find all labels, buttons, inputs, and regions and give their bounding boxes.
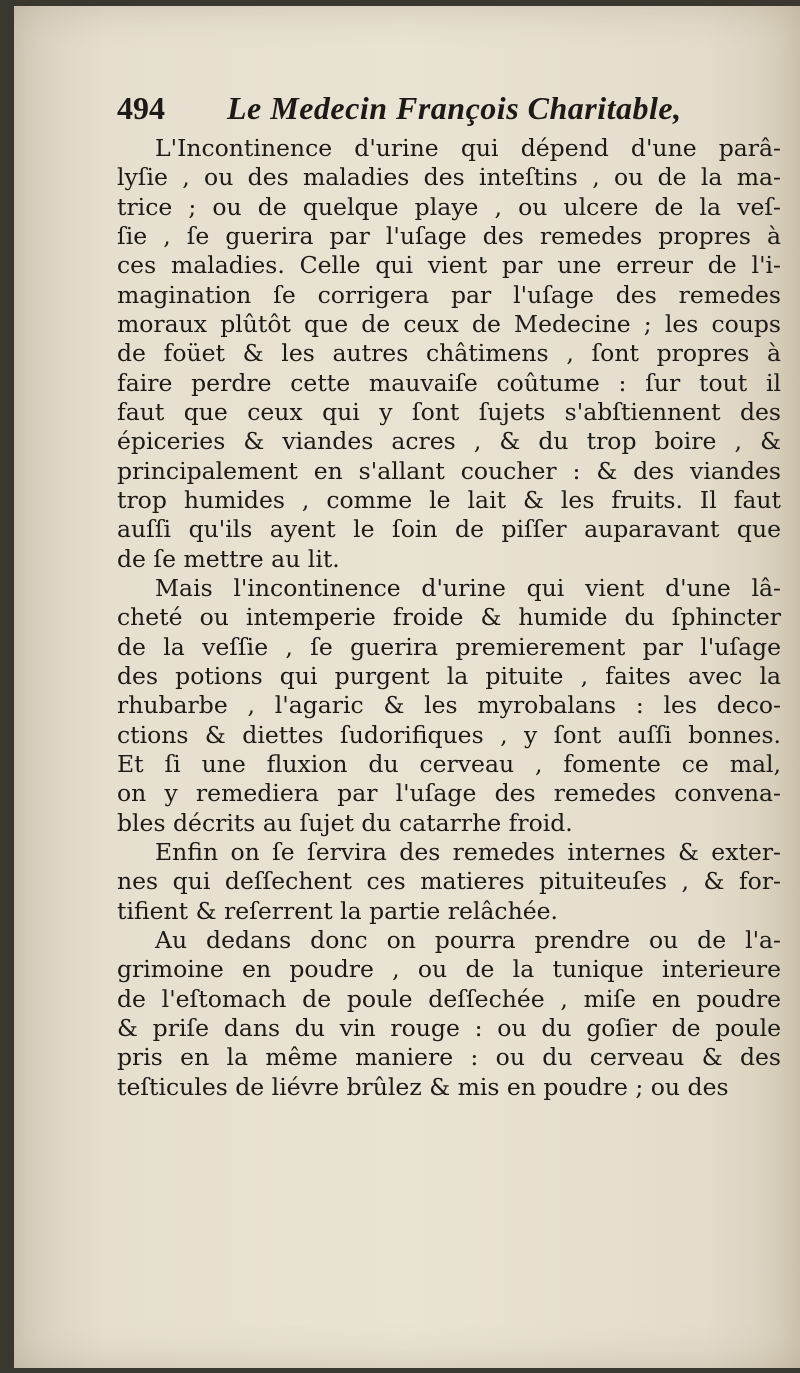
text-line: & priſe dans du vin rouge : ou du goſier de poule (117, 1013, 781, 1042)
text-line: grimoine en poudre , ou de la tunique interieure (117, 955, 781, 984)
text-line: de l'eſtomach de poule deſſechée , miſe en poudre (117, 984, 781, 1013)
text-line: faire perdre cette mauvaiſe coûtume : ſur tout il (117, 368, 781, 397)
running-title: Le Medecin François Charitable, (227, 90, 682, 126)
text-line: bles décrits au ſujet du catarrhe froid. (117, 808, 573, 837)
text-line: Enfin on ſe ſervira des remedes internes & exter- (155, 837, 781, 866)
text-line: ces maladies. Celle qui vient par une erreur de l'i- (117, 251, 781, 280)
text-line: tifient & reſerrent la partie relâchée. (117, 896, 559, 925)
text-line: L'Incontinence d'urine qui dépend d'une parâ- (155, 134, 781, 162)
text-line: de foüet & les autres châtimens , ſont propres à (117, 339, 781, 368)
page-number: 494 (117, 90, 165, 126)
page-text (117, 82, 781, 1102)
paragraph (117, 134, 781, 574)
paragraph (117, 926, 781, 1102)
text-line: rhubarbe , l'agaric & les myrobalans : les deco- (117, 691, 781, 720)
paragraph (117, 838, 781, 926)
text-line: des potions qui purgent la pituite , faites avec la (117, 661, 781, 690)
text-line: de ſe mettre au lit. (117, 544, 340, 573)
text-line: de la veſſie , ſe guerira premierement par l'uſage (117, 632, 781, 661)
body-text (117, 134, 781, 1102)
text-line: teſticules de liévre brûlez & mis en poudre ; ou des (117, 1072, 729, 1101)
text-line: magination ſe corrigera par l'uſage des remedes (117, 280, 781, 309)
text-line: Au dedans donc on pourra prendre ou de l'a- (155, 925, 781, 954)
text-line: moraux plûtôt que de ceux de Medecine ; les coups (117, 309, 781, 338)
text-line: trice ; ou de quelque playe , ou ulcere de la veſ- (117, 192, 781, 221)
text-line: on y remediera par l'uſage des remedes convena- (117, 779, 781, 808)
text-line: auſſi qu'ils ayent le ſoin de piſſer auparavant que (117, 515, 781, 544)
text-line: ctions & diettes ſudorifiques , y ſont auſſi bonnes. (117, 720, 781, 749)
text-line: Et ſi une fluxion du cerveau , fomente ce mal, (117, 749, 781, 778)
text-line: nes qui deſſechent ces matieres pituiteuſes , & for- (117, 867, 781, 896)
text-line: principalement en s'allant coucher : & des viandes (117, 456, 781, 485)
text-line: ſie , ſe guerira par l'uſage des remedes propres à (117, 221, 781, 250)
text-line: pris en la même maniere : ou du cerveau & des (117, 1043, 781, 1072)
paragraph (117, 574, 781, 838)
book-page (14, 6, 800, 1368)
text-line: lyſie , ou des maladies des inteſtins , ou de la ma- (117, 163, 781, 192)
text-line: faut que ceux qui y ſont ſujets s'abſtiennent des (117, 397, 781, 426)
text-line: Mais l'incontinence d'urine qui vient d'une lâ- (155, 573, 781, 602)
page-header (117, 82, 781, 134)
text-line: épiceries & viandes acres , & du trop boire , & (117, 427, 781, 456)
text-line: cheté ou intemperie froide & humide du ſphincter (117, 603, 781, 632)
text-line: trop humides , comme le lait & les fruits. Il faut (117, 485, 781, 514)
